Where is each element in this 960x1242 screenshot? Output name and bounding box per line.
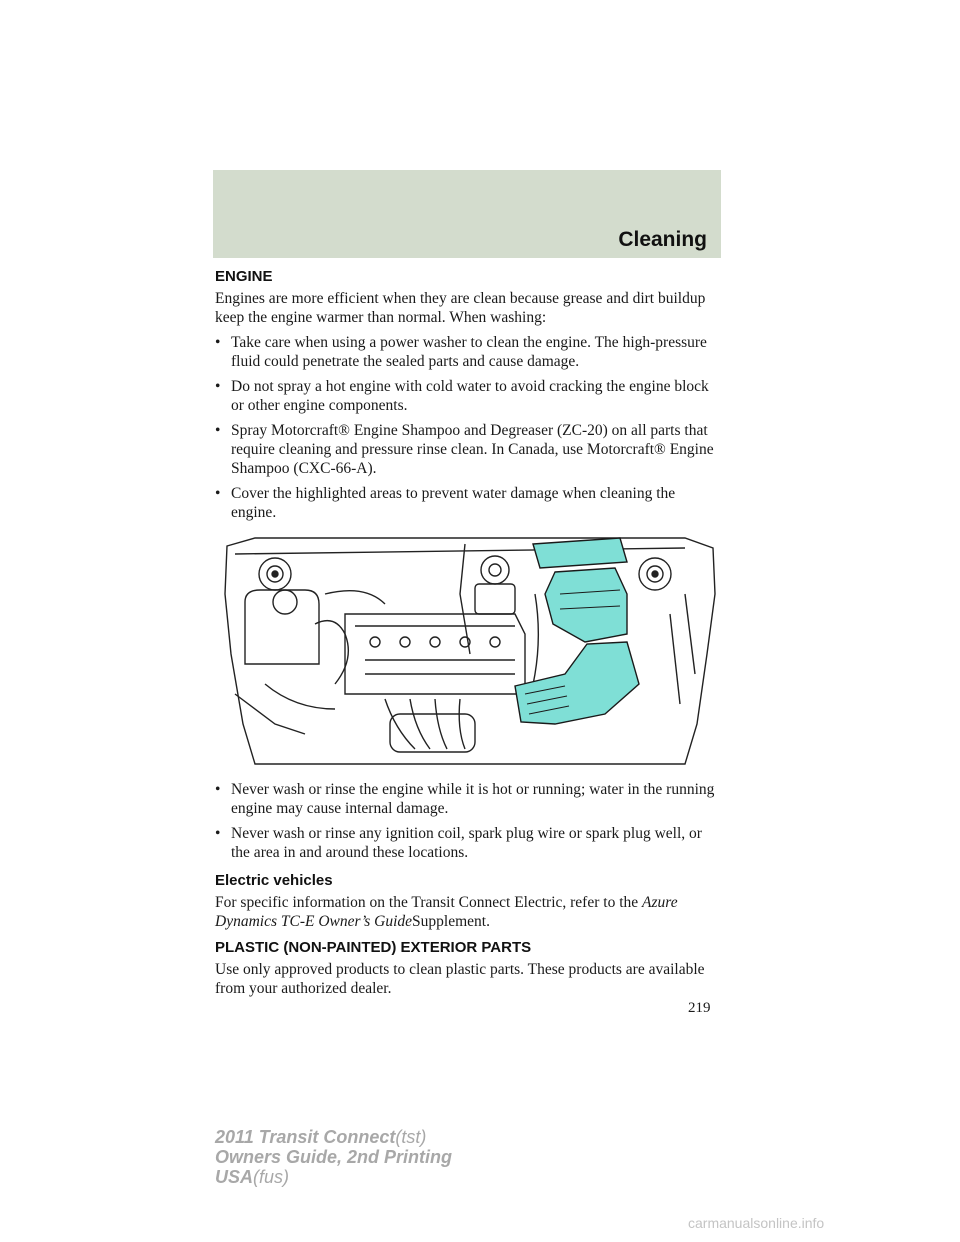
list-item: • Take care when using a power washer to clean the engine. The high-pressure fluid could penetrate the sealed parts and cause damage. xyxy=(215,334,707,370)
engine-intro: Engines are more efficient when they are clean because grease and dirt buildup keep the engine warmer than normal. When washing: xyxy=(215,290,706,326)
bullet-icon: • xyxy=(215,485,221,502)
bullet-icon: • xyxy=(215,825,221,842)
list-item: • Spray Motorcraft® Engine Shampoo and Degreaser (ZC-20) on all parts that require cleaning and pressure rinse clean. In Canada, use Motorcraft® Engine Shampoo (CXC-66-A). xyxy=(215,422,714,477)
watermark: carmanualsonline.info xyxy=(688,1215,825,1231)
document-footer xyxy=(215,1127,452,1187)
footer-line-1: 2011 Transit Connect(tst) xyxy=(215,1127,427,1147)
list-item: • Cover the highlighted areas to prevent water damage when cleaning the engine. xyxy=(215,485,676,521)
electric-vehicles-text: For specific information on the Transit Connect Electric, refer to the Azure Dynamics TC-E Owner’s GuideSupplement. xyxy=(215,894,678,930)
section-title: Cleaning xyxy=(618,228,707,251)
engine-illustration-svg xyxy=(215,534,721,766)
plastic-parts-heading: PLASTIC (NON-PAINTED) EXTERIOR PARTS xyxy=(215,939,532,956)
electric-guide-title: Azure Dynamics TC-E Owner’s Guide xyxy=(215,894,678,930)
bullet-icon: • xyxy=(215,378,221,395)
page-content xyxy=(215,268,721,1004)
bullet-icon: • xyxy=(215,334,221,351)
list-item: • Never wash or rinse any ignition coil, spark plug wire or spark plug well, or the area in and around these locations. xyxy=(215,825,702,861)
section-header-box xyxy=(213,170,721,258)
engine-compartment-illustration xyxy=(215,534,721,766)
highlight-air-intake xyxy=(515,642,639,724)
page-number: 219 xyxy=(688,1000,711,1016)
footer-line-3: USA(fus) xyxy=(215,1167,290,1187)
highlight-fuse-box xyxy=(533,538,627,568)
electric-vehicles-heading: Electric vehicles xyxy=(215,872,333,889)
engine-bullets-after xyxy=(215,780,721,862)
footer-line-2: Owners Guide, 2nd Printing xyxy=(215,1147,453,1167)
highlight-battery-area xyxy=(545,568,627,642)
engine-bullets-before xyxy=(215,333,721,522)
bullet-icon: • xyxy=(215,781,221,798)
plastic-parts-text: Use only approved products to clean plastic parts. These products are available from your authorized dealer. xyxy=(215,961,705,997)
bullet-icon: • xyxy=(215,422,221,439)
engine-heading: ENGINE xyxy=(215,268,273,285)
list-item: • Do not spray a hot engine with cold water to avoid cracking the engine block or other engine components. xyxy=(215,378,709,414)
list-item: • Never wash or rinse the engine while it is hot or running; water in the running engine may cause internal damage. xyxy=(215,781,715,817)
